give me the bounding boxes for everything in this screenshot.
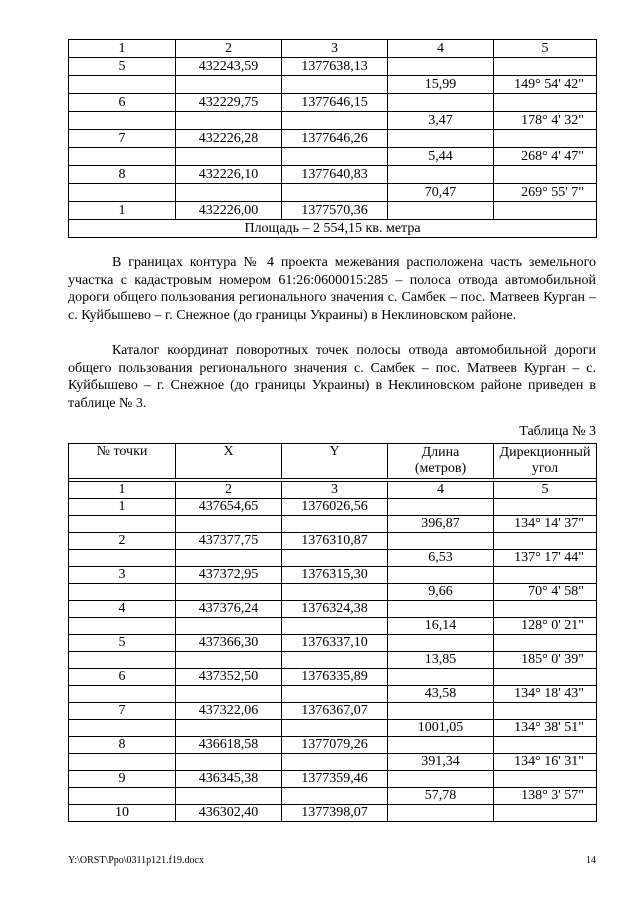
header-y: Y — [282, 444, 388, 479]
cell-x — [176, 686, 282, 703]
cell-length: 15,99 — [388, 76, 494, 94]
page-number: 14 — [586, 855, 596, 866]
cell-x — [176, 584, 282, 601]
cell-x: 436302,40 — [176, 805, 282, 822]
cell-point: 1 — [69, 499, 176, 516]
cell-point — [69, 754, 176, 771]
paragraph-contour-4: В границах контура № 4 проекта межевания расположена часть земельного участка с кадастровым номером 61:26:0600015:285 – полоса отвода автомобильной дороги общего пользования регионального значения с. Самбек – пос. Матвеев Курган – с. Куйбышево – г. Снежное (до границы Украины) в Неклиновском районе. — [68, 255, 596, 323]
table-row — [69, 567, 597, 584]
cell-length — [388, 499, 494, 516]
cell-x — [176, 148, 282, 166]
cell-y: 1376315,30 — [282, 567, 388, 584]
cell-point: 3 — [69, 567, 176, 584]
table-row — [69, 635, 597, 652]
cell-x — [176, 754, 282, 771]
cell-length: 13,85 — [388, 652, 494, 669]
header-length — [388, 444, 494, 479]
cell-point — [69, 584, 176, 601]
cell-point — [69, 788, 176, 805]
cell-angle: 185° 0' 39" — [494, 652, 597, 669]
cell-point — [69, 720, 176, 737]
cell-angle — [494, 166, 597, 184]
area-row — [69, 220, 597, 238]
cell-point: 7 — [69, 130, 176, 148]
cell-point: 4 — [69, 601, 176, 618]
cell-angle — [494, 130, 597, 148]
table-row — [69, 737, 597, 754]
cell-length — [388, 669, 494, 686]
cell-length — [388, 635, 494, 652]
cell-angle: 70° 4' 58" — [494, 584, 597, 601]
cell-x: 432229,75 — [176, 94, 282, 112]
table-row — [69, 184, 597, 202]
cell-length: 70,47 — [388, 184, 494, 202]
table-row — [69, 499, 597, 516]
cell-y: 1377079,26 — [282, 737, 388, 754]
cell-x — [176, 516, 282, 533]
cell-angle — [494, 533, 597, 550]
table-row — [69, 703, 597, 720]
cell-point: 5 — [69, 58, 176, 76]
cell-point — [69, 76, 176, 94]
cell-point — [69, 686, 176, 703]
cell-point — [69, 184, 176, 202]
cell-angle: 134° 16' 31" — [494, 754, 597, 771]
cell-length — [388, 166, 494, 184]
table-row — [69, 202, 597, 220]
cell-angle — [494, 737, 597, 754]
table-row — [69, 516, 597, 533]
cell-angle: 178° 4' 32" — [494, 112, 597, 130]
table-row — [69, 601, 597, 618]
cell-length: 5,44 — [388, 148, 494, 166]
cell-y: 1377646,26 — [282, 130, 388, 148]
cell-angle: 268° 4' 47" — [494, 148, 597, 166]
cell-x: 437376,24 — [176, 601, 282, 618]
table-row — [69, 788, 597, 805]
column-number: 4 — [388, 40, 494, 58]
cell-y — [282, 112, 388, 130]
cell-length — [388, 94, 494, 112]
cell-x: 432226,00 — [176, 202, 282, 220]
cell-point — [69, 148, 176, 166]
cell-point: 1 — [69, 202, 176, 220]
table-row — [69, 533, 597, 550]
cell-x — [176, 788, 282, 805]
table-row — [69, 112, 597, 130]
header-x: X — [176, 444, 282, 479]
cell-length: 3,47 — [388, 112, 494, 130]
cell-point — [69, 112, 176, 130]
coordinates-table-3 — [68, 443, 597, 822]
cell-x — [176, 112, 282, 130]
cell-y: 1377570,36 — [282, 202, 388, 220]
cell-y — [282, 618, 388, 635]
cell-x: 437372,95 — [176, 567, 282, 584]
cell-y — [282, 516, 388, 533]
cell-angle — [494, 771, 597, 788]
cell-y — [282, 720, 388, 737]
column-number: 2 — [176, 40, 282, 58]
cell-y — [282, 686, 388, 703]
cell-length: 57,78 — [388, 788, 494, 805]
cell-x: 432226,10 — [176, 166, 282, 184]
cell-length — [388, 533, 494, 550]
cell-length: 9,66 — [388, 584, 494, 601]
cell-length — [388, 805, 494, 822]
cell-angle: 128° 0' 21" — [494, 618, 597, 635]
cell-x — [176, 550, 282, 567]
table-row — [69, 686, 597, 703]
cell-length — [388, 737, 494, 754]
column-number: 4 — [388, 482, 494, 499]
header-angle — [494, 444, 597, 479]
paragraph-catalog-intro: Каталог координат поворотных точек полосы отвода автомобильной дороги общего пользования регионального значения с. Самбек – пос. Матвеев Курган – с. Куйбышево – г. Снежное (до границы Украины) в Неклиновском районе приведен в таблице № 3. — [68, 343, 596, 411]
cell-length — [388, 58, 494, 76]
cell-point — [69, 652, 176, 669]
cell-x — [176, 652, 282, 669]
cell-length — [388, 601, 494, 618]
cell-point: 6 — [69, 669, 176, 686]
cell-point: 5 — [69, 635, 176, 652]
coordinates-table-continued — [68, 39, 597, 238]
table-row — [69, 166, 597, 184]
cell-y: 1377640,83 — [282, 166, 388, 184]
cell-angle: 134° 38' 51" — [494, 720, 597, 737]
cell-x: 436618,58 — [176, 737, 282, 754]
cell-angle — [494, 669, 597, 686]
cell-length: 6,53 — [388, 550, 494, 567]
table-header-row — [69, 444, 597, 479]
cell-x — [176, 184, 282, 202]
table-row — [69, 754, 597, 771]
cell-x: 437654,65 — [176, 499, 282, 516]
cell-length — [388, 567, 494, 584]
table-number-row — [69, 482, 597, 499]
cell-y — [282, 754, 388, 771]
cell-point — [69, 550, 176, 567]
cell-y — [282, 76, 388, 94]
cell-point: 6 — [69, 94, 176, 112]
table-row — [69, 550, 597, 567]
column-number: 5 — [494, 40, 597, 58]
cell-length — [388, 130, 494, 148]
cell-y: 1376335,89 — [282, 669, 388, 686]
cell-point: 8 — [69, 737, 176, 754]
table-number-row — [69, 40, 597, 58]
cell-x — [176, 720, 282, 737]
table-row — [69, 94, 597, 112]
cell-y: 1377646,15 — [282, 94, 388, 112]
cell-y — [282, 652, 388, 669]
table-row — [69, 618, 597, 635]
cell-angle — [494, 805, 597, 822]
cell-angle: 138° 3' 57" — [494, 788, 597, 805]
table-row — [69, 130, 597, 148]
cell-point — [69, 618, 176, 635]
cell-point: 8 — [69, 166, 176, 184]
cell-angle: 269° 55' 7" — [494, 184, 597, 202]
column-number: 3 — [282, 482, 388, 499]
cell-y — [282, 184, 388, 202]
cell-angle: 137° 17' 44" — [494, 550, 597, 567]
cell-angle: 149° 54' 42" — [494, 76, 597, 94]
header-length-line1: Длина — [421, 445, 460, 460]
cell-length: 16,14 — [388, 618, 494, 635]
cell-y: 1376337,10 — [282, 635, 388, 652]
area-text: Площадь – 2 554,15 кв. метра — [69, 220, 597, 238]
cell-length — [388, 202, 494, 220]
table-row — [69, 805, 597, 822]
column-number: 3 — [282, 40, 388, 58]
cell-x: 436345,38 — [176, 771, 282, 788]
cell-length: 1001,05 — [388, 720, 494, 737]
header-length-line2: (метров) — [414, 461, 467, 476]
cell-length: 43,58 — [388, 686, 494, 703]
cell-angle — [494, 94, 597, 112]
cell-y: 1377638,13 — [282, 58, 388, 76]
cell-angle — [494, 601, 597, 618]
cell-angle: 134° 18' 43" — [494, 686, 597, 703]
cell-y: 1377398,07 — [282, 805, 388, 822]
cell-y — [282, 584, 388, 601]
table-row — [69, 652, 597, 669]
table-row — [69, 669, 597, 686]
header-angle-line1: Дирекционный — [499, 445, 591, 460]
cell-length — [388, 703, 494, 720]
cell-point — [69, 516, 176, 533]
column-number: 5 — [494, 482, 597, 499]
cell-x — [176, 618, 282, 635]
column-number: 2 — [176, 482, 282, 499]
column-number: 1 — [69, 40, 176, 58]
cell-length: 391,34 — [388, 754, 494, 771]
cell-angle — [494, 499, 597, 516]
cell-x: 437322,06 — [176, 703, 282, 720]
table-row — [69, 720, 597, 737]
cell-x: 432243,59 — [176, 58, 282, 76]
cell-angle — [494, 202, 597, 220]
cell-y: 1376367,07 — [282, 703, 388, 720]
table-row — [69, 76, 597, 94]
cell-length — [388, 771, 494, 788]
cell-x: 437366,30 — [176, 635, 282, 652]
column-number: 1 — [69, 482, 176, 499]
cell-angle: 134° 14' 37" — [494, 516, 597, 533]
cell-y: 1376310,87 — [282, 533, 388, 550]
table-row — [69, 148, 597, 166]
cell-y — [282, 550, 388, 567]
cell-angle — [494, 703, 597, 720]
cell-x: 437352,50 — [176, 669, 282, 686]
cell-y: 1376324,38 — [282, 601, 388, 618]
cell-point: 7 — [69, 703, 176, 720]
header-point: № точки — [69, 444, 176, 479]
footer-file-path: Y:\ORST\Ppo\0311p121.f19.docx — [68, 855, 204, 866]
cell-x: 437377,75 — [176, 533, 282, 550]
cell-angle — [494, 58, 597, 76]
cell-length: 396,87 — [388, 516, 494, 533]
header-angle-line2: угол — [531, 461, 559, 476]
cell-angle — [494, 635, 597, 652]
cell-x — [176, 76, 282, 94]
cell-point: 2 — [69, 533, 176, 550]
table-row — [69, 771, 597, 788]
cell-point: 9 — [69, 771, 176, 788]
cell-y — [282, 788, 388, 805]
table-caption: Таблица № 3 — [519, 424, 596, 439]
cell-x: 432226,28 — [176, 130, 282, 148]
cell-y: 1377359,46 — [282, 771, 388, 788]
cell-point: 10 — [69, 805, 176, 822]
table-row — [69, 58, 597, 76]
cell-y — [282, 148, 388, 166]
table-row — [69, 584, 597, 601]
cell-angle — [494, 567, 597, 584]
cell-y: 1376026,56 — [282, 499, 388, 516]
